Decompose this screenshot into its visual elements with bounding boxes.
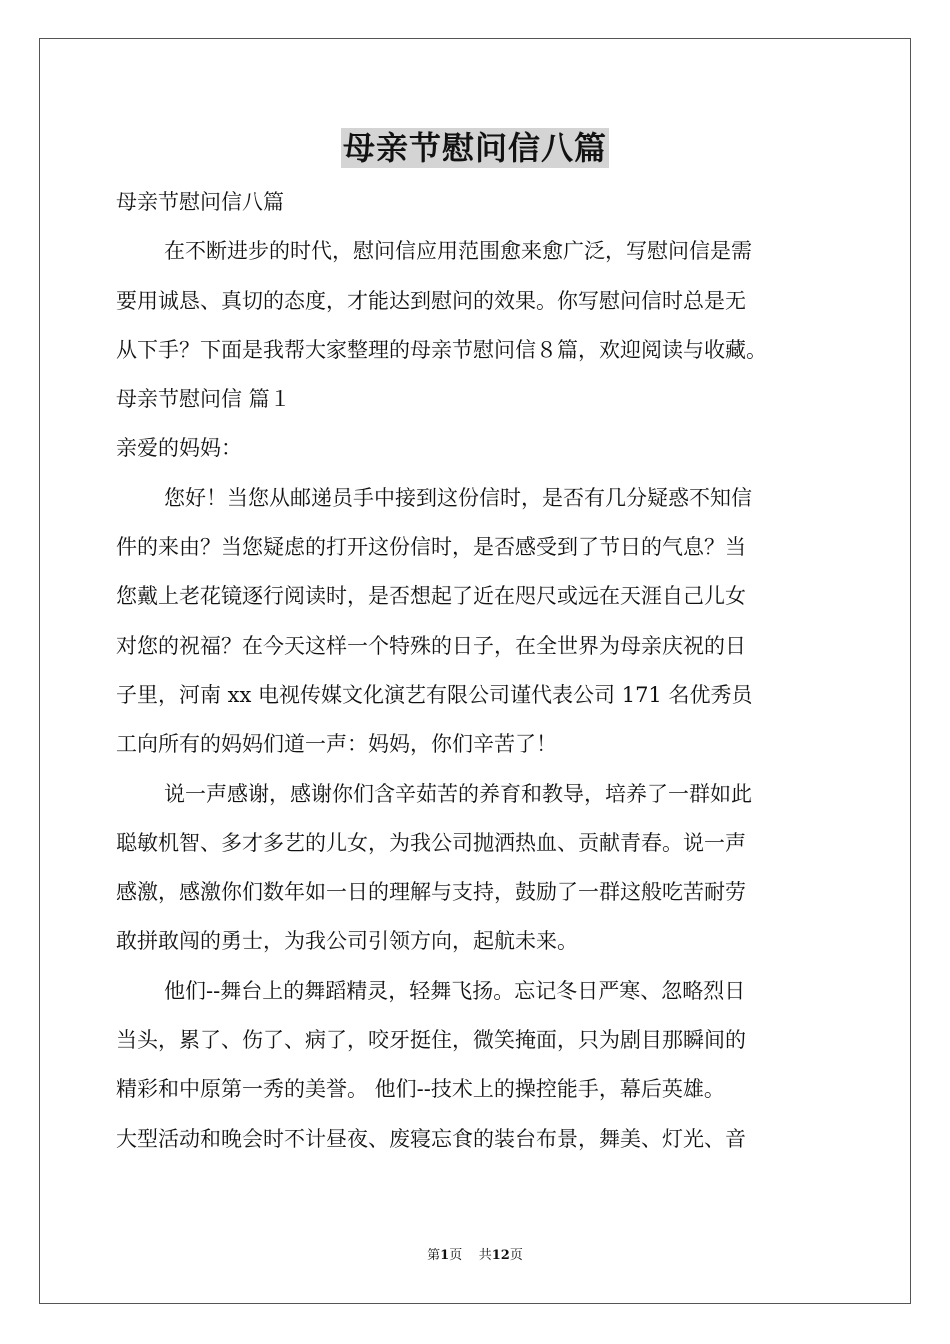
text-line: 亲爱的妈妈： [116, 436, 242, 461]
page-footer [0, 1247, 950, 1265]
footer-prefix: 第 [427, 1248, 441, 1263]
text-line: 他们--舞台上的舞蹈精灵，轻舞飞扬。忘记冬日严寒、忽略烈日 [164, 978, 746, 1003]
text-line: 母亲节慰问信八篇 [116, 190, 284, 214]
footer-page-suffix: 页 [449, 1248, 463, 1263]
text-line: 说一声感谢，感谢你们含辛茹苦的养育和教导，培养了一群如此 [164, 781, 752, 806]
text-line: 您好！当您从邮递员手中接到这份信时，是否有几分疑惑不知信 [164, 485, 752, 510]
text-line: 您戴上老花镜逐行阅读时，是否想起了近在咫尺或远在天涯自己儿女 [116, 584, 746, 609]
text-line: 聪敏机智、多才多艺的儿女，为我公司抛洒热血、贡献青春。说一声 [116, 830, 746, 855]
document-title: 母亲节慰问信八篇 [342, 129, 607, 167]
text-line: 感激，感激你们数年如一日的理解与支持，鼓励了一群这般吃苦耐劳 [116, 880, 746, 905]
text-line: 在不断进步的时代，慰问信应用范围愈来愈广泛，写慰问信是需 [164, 239, 752, 264]
title-container [0, 128, 950, 168]
text-line: 要用诚恳、真切的态度，才能达到慰问的效果。你写慰问信时总是无 [116, 288, 746, 313]
text-line: 件的来由？当您疑虑的打开这份信时，是否感受到了节日的气息？当 [116, 535, 746, 560]
footer-total-prefix: 共 [478, 1248, 492, 1263]
text-line: 工向所有的妈妈们道一声：妈妈，你们辛苦了！ [116, 732, 557, 757]
footer-page-number: 1 [440, 1248, 450, 1263]
text-line: 子里，河南 xx 电视传媒文化演艺有限公司谨代表公司 171 名优秀员 [116, 682, 753, 707]
text-line: 从下手？下面是我帮大家整理的母亲节慰问信８篇，欢迎阅读与收藏。 [116, 337, 767, 362]
text-line: 大型活动和晚会时不计昼夜、废寝忘食的装台布景，舞美、灯光、音 [116, 1126, 746, 1151]
document-body [116, 178, 838, 1164]
text-line: 敢拼敢闯的勇士，为我公司引领方向，起航未来。 [116, 929, 578, 954]
text-line: 精彩和中原第一秀的美誉。 他们--技术上的操控能手，幕后英雄。 [116, 1077, 725, 1102]
text-line: 对您的祝福？在今天这样一个特殊的日子，在全世界为母亲庆祝的日 [116, 633, 746, 658]
text-line: 母亲节慰问信 篇１ [116, 387, 291, 412]
footer-total-pages: 12 [491, 1248, 510, 1263]
footer-total-suffix: 页 [509, 1248, 523, 1263]
text-line: 当头，累了、伤了、病了，咬牙挺住，微笑掩面，只为剧目那瞬间的 [116, 1028, 746, 1053]
